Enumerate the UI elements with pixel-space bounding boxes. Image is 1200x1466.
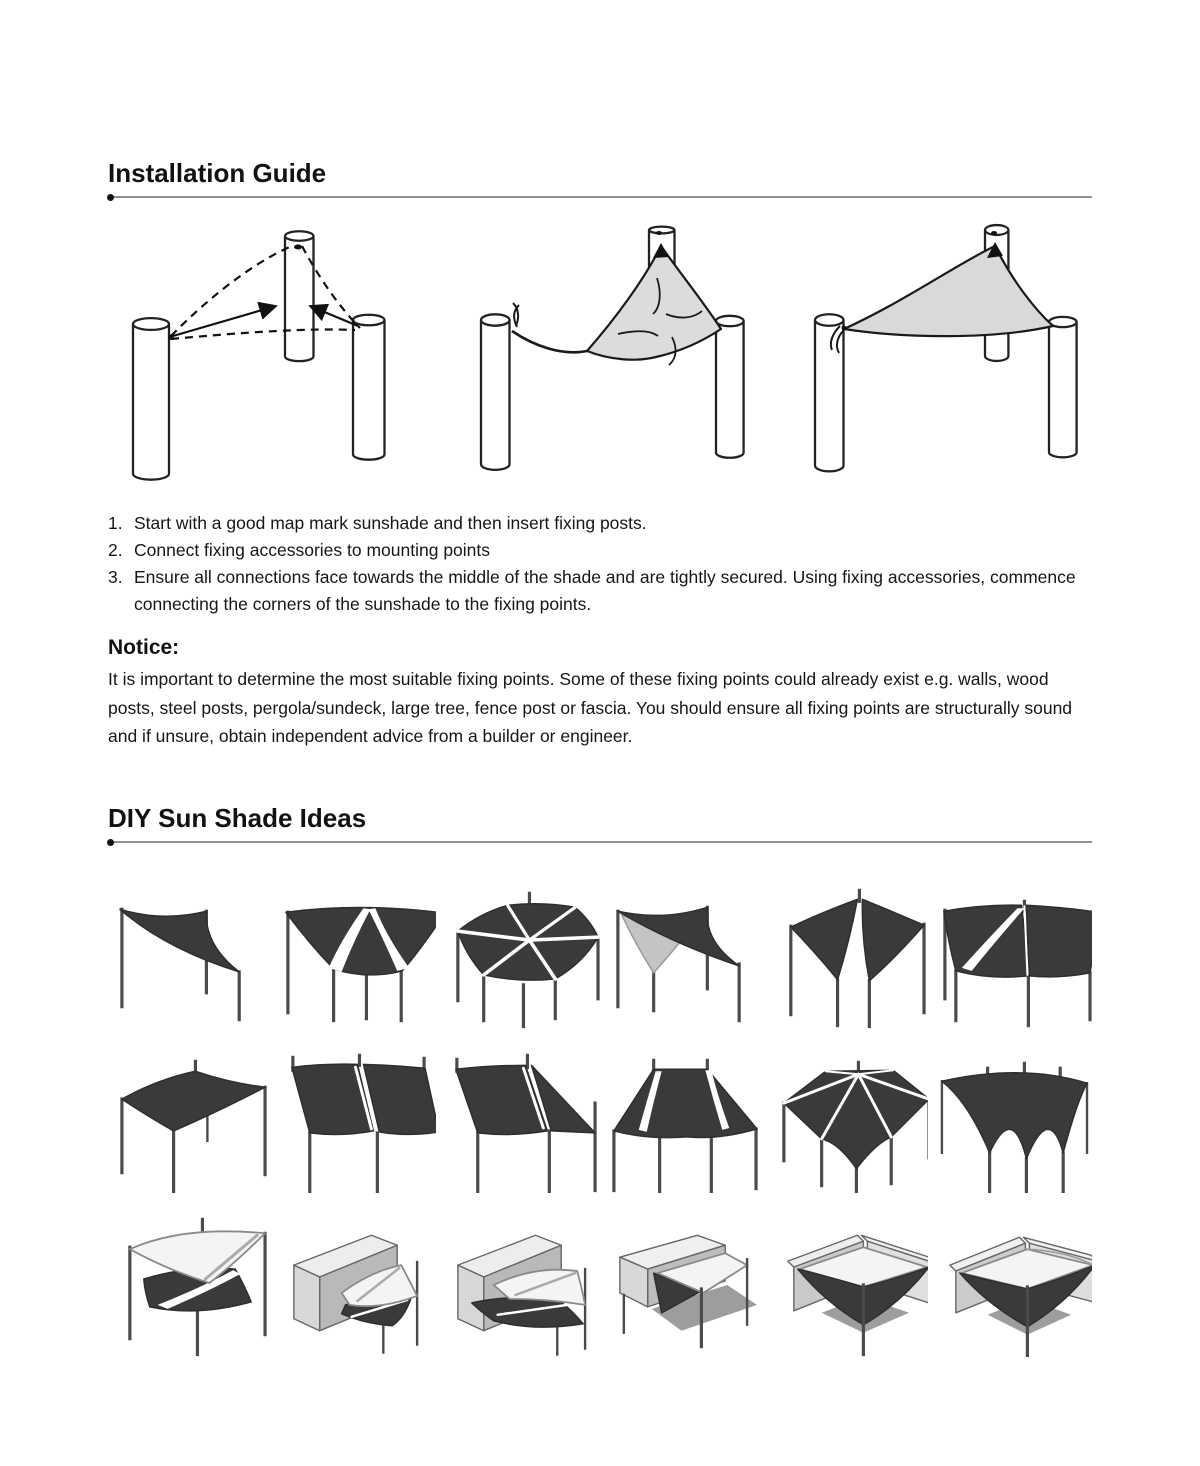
- diagram-mark-and-set-posts-illustration: [108, 216, 444, 482]
- diy-idea-square-sail-four-posts: [108, 1043, 272, 1193]
- diagram-tension-sail-illustration: [782, 216, 1092, 482]
- installation-step: [108, 537, 1092, 564]
- diy-idea-layered-triangle-sails: [600, 879, 764, 1029]
- step-text: Ensure all connections face towards the middle of the shade and are tightly secured. Using fixing accessories, commence connecting the corners of the sunshade to the fixing points.: [134, 567, 1076, 615]
- diy-idea-layered-overlap-sails: [108, 1207, 272, 1357]
- diy-idea-double-slant-awnings: [272, 1043, 436, 1193]
- divider-dot: [107, 194, 114, 201]
- diy-idea-scalloped-hanging-sails: [928, 1043, 1092, 1193]
- installation-step: [108, 510, 1092, 537]
- diy-idea-corner-walls-enclosed-shade: [928, 1207, 1092, 1357]
- diy-idea-wall-mounted-double-sail: [272, 1207, 436, 1357]
- divider-dot: [107, 839, 114, 846]
- diy-idea-peaked-tent-canopy: [600, 1043, 764, 1193]
- diy-ideas-grid: [108, 879, 1092, 1357]
- step-text: Connect fixing accessories to mounting points: [134, 540, 491, 561]
- diy-idea-wall-corner-shade: [600, 1207, 764, 1357]
- diy-ideas-section: [108, 802, 1092, 1357]
- diy-idea-slant-awning-with-triangle: [436, 1043, 600, 1193]
- diy-idea-wall-mounted-cross-sail: [436, 1207, 600, 1357]
- step-text: Start with a good map mark sunshade and then insert fixing posts.: [134, 513, 647, 534]
- diy-idea-triangle-sail-three-posts: [108, 879, 272, 1029]
- diy-idea-double-triangle-canopy: [272, 879, 436, 1029]
- step-number: 3.: [108, 567, 123, 588]
- diy-idea-corner-walls-butterfly-shade: [764, 1207, 928, 1357]
- section-divider: [108, 841, 1092, 843]
- step-number: 2.: [108, 540, 123, 561]
- diy-idea-hexagon-diamond-canopy: [764, 1043, 928, 1193]
- installation-diagrams: [108, 216, 1092, 482]
- diagram-attach-sail-loosely-illustration: [458, 216, 768, 482]
- installation-steps: [108, 510, 1092, 618]
- notice-body: It is important to determine the most suitable fixing points. Some of these fixing points could already exist e.g. walls, wood posts, steel posts, pergola/sundeck, large tree, fence post or fascia. You should ensure all fixing points are structurally sound and if unsure, obtain independent advice from a builder or engineer.: [108, 669, 1073, 747]
- diy-idea-twin-peak-sails: [764, 879, 928, 1029]
- step-number: 1.: [108, 513, 123, 534]
- diy-ideas-title: DIY Sun Shade Ideas: [108, 802, 367, 833]
- diy-idea-hexagon-pinwheel-sails: [436, 879, 600, 1029]
- installation-step: [108, 564, 1092, 618]
- diy-idea-double-square-panels: [928, 879, 1092, 1029]
- notice-title: Notice:: [108, 636, 180, 660]
- section-divider: [108, 196, 1092, 198]
- installation-guide-title: Installation Guide: [108, 158, 327, 188]
